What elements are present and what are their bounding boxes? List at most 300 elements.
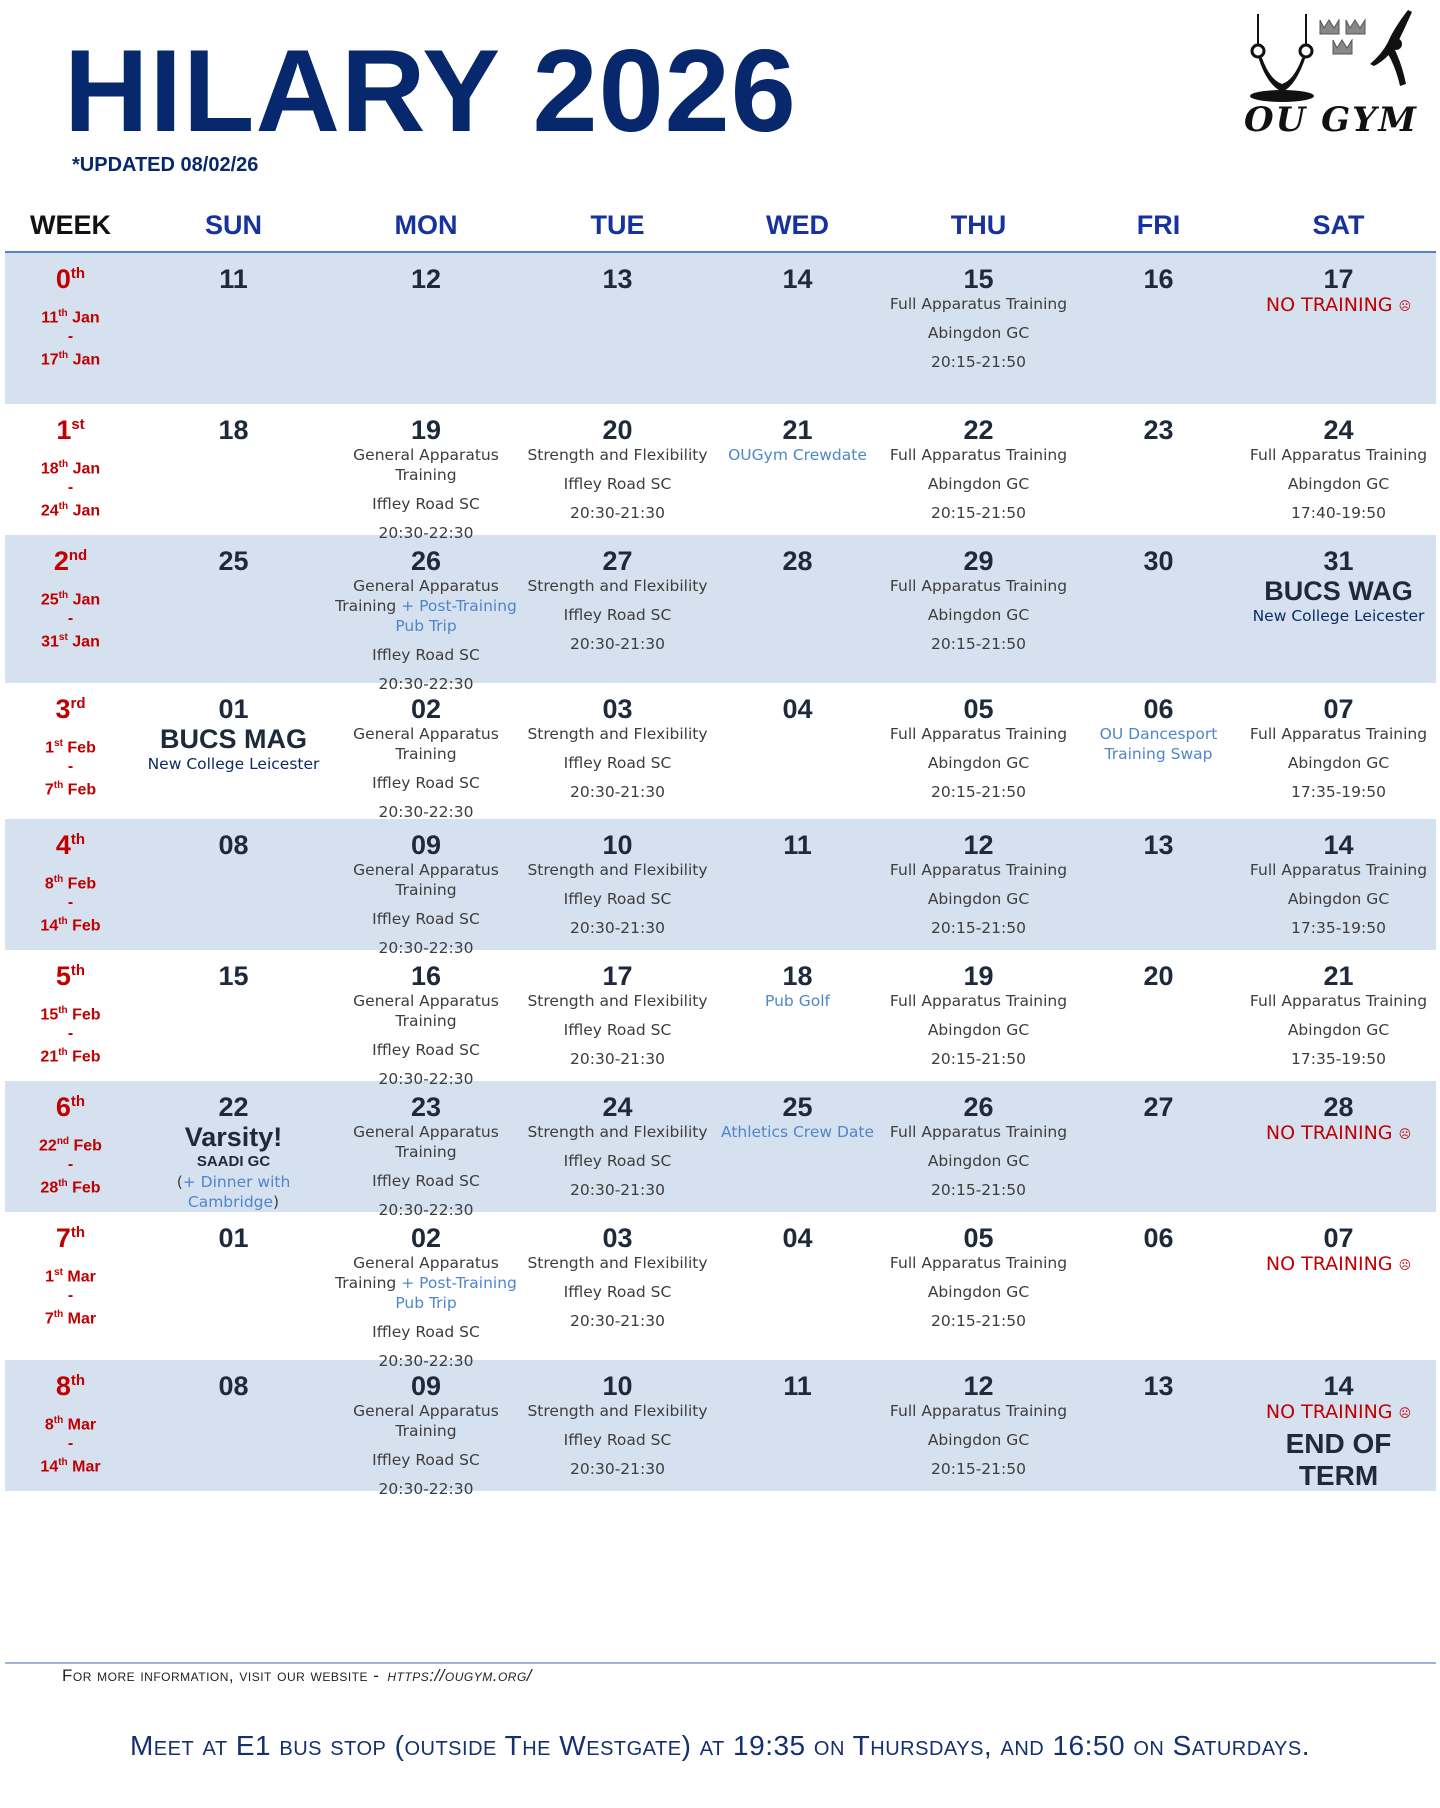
day-cell-tue: [521, 253, 714, 404]
day-number: 11: [219, 264, 248, 294]
spacer: [881, 1142, 1076, 1151]
session-venue: Iffley Road SC: [372, 1451, 480, 1469]
day-number: 02: [410, 694, 442, 724]
day-events: [521, 576, 714, 654]
end-of-term-line2: TERM: [1298, 1460, 1379, 1491]
day-number: 25: [218, 546, 249, 576]
day-cell-mon: [331, 404, 521, 542]
session-name: General Apparatus: [353, 1402, 499, 1420]
session-name: General Apparatus: [353, 446, 499, 464]
session-name: General Apparatus: [353, 861, 499, 879]
header-tue: TUE: [590, 210, 645, 240]
session-venue: Abingdon GC: [927, 475, 1030, 493]
week-range-dash: -: [67, 1025, 74, 1043]
event-venue: SAADI GC: [196, 1153, 271, 1170]
spacer: [881, 314, 1076, 323]
session-venue: Iffley Road SC: [372, 1172, 480, 1190]
session-name: Strength and Flexibility: [527, 446, 708, 464]
session-venue: Iffley Road SC: [372, 1323, 480, 1341]
spacer: [881, 1171, 1076, 1180]
page-title: HILARY 2026: [64, 25, 797, 156]
calendar: [5, 200, 1436, 1498]
week-end: [5, 912, 136, 935]
header-sun: SUN: [204, 210, 262, 240]
logo-text: OU GYM: [1243, 100, 1419, 140]
week-range: [5, 455, 136, 521]
week-start: [5, 1001, 136, 1024]
social-addon-line2: Pub Trip: [395, 1294, 457, 1312]
week-number-value: 2: [53, 546, 69, 576]
day-events: [331, 576, 521, 694]
session-name: Full Apparatus Training: [889, 446, 1068, 464]
day-events: [331, 1253, 521, 1371]
week-number-value: 4: [55, 830, 71, 860]
no-training-label: [1241, 1401, 1436, 1424]
spacer: [521, 1171, 714, 1180]
session-name: General Apparatus: [353, 992, 499, 1010]
week-end-month: Jan: [72, 351, 101, 369]
social-event: OU Dancesport: [1099, 725, 1218, 743]
week-end-month: Mar: [67, 1310, 97, 1328]
special-event: Varsity!: [184, 1122, 283, 1152]
session-time: 20:15-21:50: [931, 353, 1026, 371]
spacer: [331, 665, 521, 674]
social-event: Athletics Crew Date: [720, 1123, 875, 1141]
session-name-tail: Training: [395, 1422, 457, 1440]
session-venue: Iffley Road SC: [563, 1152, 672, 1170]
day-number: 12: [410, 264, 442, 294]
spacer: [331, 1313, 521, 1322]
session-venue: Iffley Road SC: [372, 774, 480, 792]
week-start-suffix: st: [54, 738, 63, 749]
day-cell-mon: [331, 950, 521, 1088]
spacer: [331, 1441, 521, 1450]
no-training-label: [1241, 1253, 1436, 1276]
day-number: 21: [782, 415, 813, 445]
session-time: 17:40-19:50: [1291, 504, 1386, 522]
day-number: 18: [782, 961, 813, 991]
spacer: [521, 1421, 714, 1430]
session-venue: Iffley Road SC: [563, 606, 672, 624]
week-end-suffix: th: [58, 501, 69, 513]
header-wed: WED: [766, 210, 829, 240]
week-number-suffix: rd: [70, 695, 86, 712]
week-start-day: 11: [41, 309, 59, 327]
day-number: 15: [218, 961, 249, 991]
day-cell-sun: [136, 535, 331, 683]
session-venue: Abingdon GC: [927, 754, 1030, 772]
day-cell-sat: [1241, 1360, 1436, 1491]
day-cell-mon: [331, 1360, 521, 1498]
week-number-value: 1: [56, 415, 72, 445]
day-events: [1241, 445, 1436, 523]
spacer: [521, 465, 714, 474]
day-cell-fri: [1076, 683, 1241, 819]
week-start: [5, 586, 136, 609]
day-cell-thu: [881, 1081, 1076, 1212]
session-venue: Abingdon GC: [927, 1152, 1030, 1170]
session-venue: Iffley Road SC: [563, 475, 672, 493]
spacer: [331, 793, 521, 802]
session-time: 20:15-21:50: [931, 1460, 1026, 1478]
session-name: Strength and Flexibility: [527, 1254, 708, 1272]
event-extra-line2: [136, 1192, 331, 1212]
day-number: 09: [410, 1371, 442, 1401]
session-name: Full Apparatus Training: [889, 725, 1068, 743]
session-name-tail: Training: [395, 745, 457, 763]
day-number: 14: [1323, 1371, 1354, 1401]
day-events: [521, 1253, 714, 1331]
day-cell-tue: [521, 1081, 714, 1212]
day-events: [1241, 294, 1436, 317]
session-time: 17:35-19:50: [1291, 783, 1386, 801]
week-number-suffix: st: [71, 416, 85, 433]
week-end: [5, 628, 136, 651]
week-cell: [5, 1360, 136, 1491]
session-name-tail: Training: [395, 1143, 457, 1161]
day-number: 28: [1323, 1092, 1354, 1122]
website-link[interactable]: https://ougym.org/: [387, 1666, 533, 1685]
week-start-month: Jan: [72, 309, 100, 327]
week-end-suffix: th: [58, 916, 68, 928]
week-end-month: Mar: [72, 1458, 101, 1476]
session-name: Full Apparatus Training: [889, 992, 1068, 1010]
day-cell-wed: [714, 683, 881, 819]
day-cell-sat: [1241, 950, 1436, 1081]
sad-face-icon: ☹: [1398, 1406, 1412, 1420]
session-venue: Iffley Road SC: [372, 1041, 480, 1059]
session-venue: Abingdon GC: [1287, 754, 1390, 772]
week-number-suffix: th: [70, 831, 86, 848]
week-number: [5, 1092, 136, 1123]
day-number: 07: [1323, 694, 1354, 724]
week-start: [5, 304, 136, 327]
week-start-suffix: nd: [56, 1136, 70, 1147]
session-name: Full Apparatus Training: [889, 295, 1068, 313]
session-name-line2: [331, 1142, 521, 1162]
spacer: [1241, 1011, 1436, 1020]
week-end-day: 14: [40, 1458, 59, 1476]
no-training-text: NO TRAINING: [1265, 1253, 1393, 1275]
day-number: 13: [1143, 830, 1174, 860]
session-name: Full Apparatus Training: [889, 861, 1068, 879]
session-name: Strength and Flexibility: [527, 577, 708, 595]
spacer: [881, 465, 1076, 474]
day-number: 13: [1143, 1371, 1174, 1401]
day-number: 05: [963, 694, 994, 724]
spacer: [881, 1302, 1076, 1311]
day-number: 25: [782, 1092, 813, 1122]
special-event: BUCS WAG: [1264, 576, 1413, 606]
week-end: [5, 1043, 136, 1066]
week-range: [5, 304, 136, 370]
day-events: [881, 991, 1076, 1069]
calendar-body: [5, 253, 1436, 1498]
week-number-value: 6: [55, 1092, 71, 1122]
day-number: 16: [1143, 264, 1174, 294]
no-training-text: NO TRAINING: [1265, 294, 1393, 316]
day-number: 05: [963, 1223, 994, 1253]
day-cell-sun: [136, 1212, 331, 1360]
day-cell-mon: [331, 253, 521, 404]
week-end-day: 14: [40, 917, 59, 935]
day-cell-mon: [331, 1212, 521, 1370]
session-name: Full Apparatus Training: [889, 1254, 1068, 1272]
day-cell-mon: [331, 535, 521, 693]
session-name-tail: Training: [395, 1012, 457, 1030]
week-end-suffix: th: [58, 1457, 68, 1469]
day-cell-thu: [881, 819, 1076, 950]
event-extra-text2: Cambridge: [187, 1193, 274, 1211]
day-cell-sun: [136, 683, 331, 819]
day-cell-tue: [521, 535, 714, 683]
session-name-line2: [331, 880, 521, 900]
day-cell-sun: [136, 253, 331, 404]
week-row: [5, 1212, 1436, 1370]
day-number: 08: [218, 1371, 249, 1401]
day-cell-wed: [714, 950, 881, 1081]
day-events: [881, 294, 1076, 372]
sad-face-icon: ☹: [1398, 299, 1412, 313]
day-number: 23: [410, 1092, 442, 1122]
session-name: Full Apparatus Training: [1249, 446, 1428, 464]
day-events: [521, 1122, 714, 1200]
social-event: Pub Golf: [765, 992, 830, 1010]
week-start-suffix: th: [58, 308, 68, 319]
week-number-suffix: th: [70, 265, 86, 282]
event-extra-close: ): [273, 1193, 280, 1211]
session-time: 20:30-21:30: [570, 1050, 665, 1068]
week-number-suffix: th: [70, 1093, 86, 1110]
session-name: Full Apparatus Training: [889, 577, 1068, 595]
week-range-dash: -: [67, 1287, 74, 1305]
session-name: Strength and Flexibility: [527, 992, 708, 1010]
session-name: Full Apparatus Training: [1249, 861, 1428, 879]
event-extra: [136, 1172, 331, 1192]
day-cell-sat: [1241, 253, 1436, 404]
week-cell: [5, 683, 136, 819]
day-events: [714, 1122, 881, 1142]
session-name: General Apparatus: [353, 725, 499, 743]
session-venue: Iffley Road SC: [372, 646, 480, 664]
week-start-month: Feb: [67, 875, 97, 893]
day-number: 24: [1323, 415, 1354, 445]
session-venue: Iffley Road SC: [563, 1431, 672, 1449]
header-thu: THU: [950, 210, 1007, 240]
spacer: [881, 1273, 1076, 1282]
week-start: [5, 1411, 136, 1434]
day-number: 01: [218, 694, 249, 724]
spacer: [331, 900, 521, 909]
week-row: [5, 1360, 1436, 1498]
day-events: [331, 724, 521, 822]
spacer: [331, 1342, 521, 1351]
spacer: [521, 744, 714, 753]
spacer: [521, 1273, 714, 1282]
session-time: 20:15-21:50: [931, 504, 1026, 522]
day-cell-fri: [1076, 535, 1241, 683]
day-events: [331, 445, 521, 543]
week-cell: [5, 404, 136, 535]
session-time: 20:15-21:50: [931, 1181, 1026, 1199]
event-extra-text: + Dinner with: [182, 1173, 291, 1191]
day-cell-thu: [881, 683, 1076, 819]
session-venue: Abingdon GC: [1287, 1021, 1390, 1039]
session-venue: Abingdon GC: [1287, 475, 1390, 493]
day-number: 28: [782, 546, 813, 576]
day-number: 12: [963, 830, 994, 860]
week-cell: [5, 1081, 136, 1212]
day-number: 11: [783, 1371, 812, 1401]
session-venue: Abingdon GC: [927, 324, 1030, 342]
session-time: 20:30-22:30: [378, 1352, 474, 1370]
session-name-line2: [331, 744, 521, 764]
session-time: 20:30-21:30: [570, 1181, 665, 1199]
session-venue: Iffley Road SC: [372, 495, 480, 513]
session-time: 20:30-21:30: [570, 504, 665, 522]
day-events: [521, 1401, 714, 1479]
session-time: 17:35-19:50: [1291, 1050, 1386, 1068]
spacer: [521, 1450, 714, 1459]
week-end: [5, 497, 136, 520]
week-range-dash: -: [67, 894, 74, 912]
spacer: [881, 744, 1076, 753]
week-number: [5, 830, 136, 861]
week-range: [5, 1001, 136, 1067]
week-end-day: 7: [44, 781, 54, 799]
session-time: 20:30-21:30: [570, 1460, 665, 1478]
day-number: 06: [1143, 1223, 1174, 1253]
end-of-term: [1241, 1428, 1436, 1492]
session-time: 20:30-21:30: [570, 919, 665, 937]
day-number: 08: [218, 830, 249, 860]
day-events: [331, 1401, 521, 1499]
day-cell-tue: [521, 1212, 714, 1360]
event-venue: New College Leicester: [1252, 607, 1425, 625]
session-name: General Apparatus: [353, 1123, 499, 1141]
week-start-day: 25: [40, 591, 59, 609]
day-number: 21: [1323, 961, 1354, 991]
week-start: [5, 455, 136, 478]
week-end-month: Feb: [72, 1179, 101, 1197]
spacer: [1241, 1040, 1436, 1049]
day-number: 13: [602, 264, 633, 294]
week-end-month: Feb: [72, 1048, 101, 1066]
week-end-month: Jan: [72, 633, 100, 651]
session-name-line2: [331, 1011, 521, 1031]
day-cell-sun: [136, 404, 331, 535]
spacer: [331, 1470, 521, 1479]
day-cell-thu: [881, 404, 1076, 535]
week-end-day: 31: [41, 633, 59, 651]
day-events: [1241, 724, 1436, 802]
week-range: [5, 870, 136, 936]
day-events: [881, 1401, 1076, 1479]
day-number: 09: [410, 830, 442, 860]
week-range: [5, 734, 136, 800]
week-range-dash: -: [67, 1435, 74, 1453]
week-row: [5, 819, 1436, 957]
day-number: 31: [1323, 546, 1354, 576]
day-number: 17: [1323, 264, 1354, 294]
session-venue: Abingdon GC: [1287, 890, 1390, 908]
spacer: [521, 1302, 714, 1311]
session-name: Full Apparatus Training: [889, 1402, 1068, 1420]
header-mon: MON: [394, 210, 458, 240]
week-number: [5, 1371, 136, 1402]
day-number: 30: [1143, 546, 1174, 576]
day-cell-thu: [881, 535, 1076, 683]
week-range: [5, 1132, 136, 1198]
spacer: [521, 1011, 714, 1020]
day-cell-fri: [1076, 819, 1241, 950]
spacer: [331, 485, 521, 494]
week-start-month: Jan: [72, 591, 101, 609]
week-number-suffix: th: [70, 1224, 86, 1241]
week-row: [5, 535, 1436, 693]
week-range: [5, 586, 136, 652]
week-end-suffix: th: [53, 780, 64, 792]
session-venue: Iffley Road SC: [372, 910, 480, 928]
week-end: [5, 1453, 136, 1476]
week-start-day: 8: [44, 1416, 54, 1434]
session-time: 20:15-21:50: [931, 783, 1026, 801]
week-start-day: 22: [39, 1137, 57, 1155]
session-venue: Iffley Road SC: [563, 1283, 672, 1301]
no-training-label: [1241, 294, 1436, 317]
week-cell: [5, 1212, 136, 1360]
day-cell-sat: [1241, 404, 1436, 535]
day-cell-sun: [136, 1081, 331, 1212]
week-start-suffix: th: [58, 459, 69, 470]
week-start: [5, 1263, 136, 1286]
week-range: [5, 1263, 136, 1329]
week-number: [5, 415, 136, 446]
meeting-note: Meet at E1 bus stop (outside The Westgate) at 19:35 on Thursdays, and 16:50 on Saturdays.: [129, 1730, 1311, 1761]
day-number: 24: [602, 1092, 633, 1122]
session-name-tail: Training: [395, 881, 457, 899]
day-cell-sat: [1241, 819, 1436, 950]
spacer: [331, 514, 521, 523]
week-end-suffix: st: [58, 632, 68, 644]
day-cell-fri: [1076, 1212, 1241, 1360]
spacer: [1241, 880, 1436, 889]
session-name-tail: Training: [395, 466, 457, 484]
day-events: [1241, 1401, 1436, 1492]
day-number: 12: [963, 1371, 994, 1401]
week-end-day: 21: [40, 1048, 59, 1066]
spacer: [881, 1011, 1076, 1020]
day-cell-wed: [714, 535, 881, 683]
week-start-suffix: st: [54, 1267, 63, 1278]
week-range-dash: -: [67, 479, 74, 497]
spacer: [521, 494, 714, 503]
day-number: 20: [602, 415, 633, 445]
social-addon: + Post-Training: [396, 1274, 517, 1292]
day-events: [521, 724, 714, 802]
day-number: 23: [1143, 415, 1174, 445]
day-events: [1241, 576, 1436, 626]
week-number: [5, 961, 136, 992]
day-events: [331, 860, 521, 958]
session-time: 20:30-22:30: [378, 803, 474, 821]
session-name: Strength and Flexibility: [527, 725, 708, 743]
session-time: 17:35-19:50: [1291, 919, 1386, 937]
day-cell-tue: [521, 683, 714, 819]
week-end-suffix: th: [58, 350, 69, 362]
week-start-month: Feb: [73, 1137, 102, 1155]
spacer: [331, 1060, 521, 1069]
